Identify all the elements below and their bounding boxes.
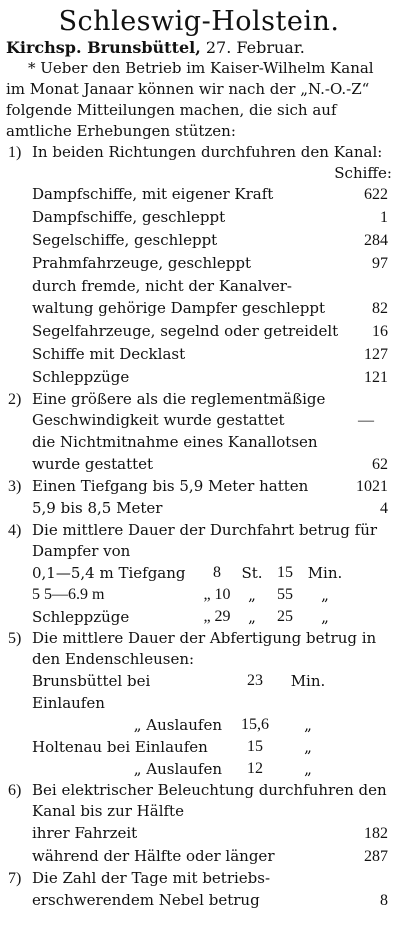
minutes-value: 15	[277, 564, 293, 581]
intro-paragraph: * Ueber den Betrieb im Kaiser-Wilhelm Kanal im Monat Janaar können wir nach der „N.-O.-Z“ folgende Mitteilungen machen, die sich auf amtliche Erhebungen stützen:	[6, 59, 374, 140]
row-label: Prahmfahrzeuge, geschleppt	[32, 254, 252, 272]
row-value: 182	[364, 825, 388, 842]
duration-value: 15	[247, 738, 263, 755]
section-number: 5)	[8, 630, 22, 647]
region-heading: Schleswig-Holstein.	[58, 6, 340, 37]
row-value: 1	[380, 209, 388, 226]
section-3	[6, 476, 392, 497]
dateline-place: Kirchsp. Brunsbüttel,	[6, 38, 201, 57]
table-row	[6, 366, 392, 389]
table-row	[6, 670, 392, 714]
section-text: Die mittlere Dauer der Durchfahrt betrug für Dampfer von	[32, 521, 378, 560]
section-text: Einen Tiefgang bis 5,9 Meter hatten	[32, 477, 309, 495]
table-row	[6, 320, 392, 343]
draft-range: Schleppzüge	[32, 608, 130, 626]
row-value: 127	[364, 346, 388, 363]
duration-unit: „	[304, 760, 312, 778]
row-label: Dampfschiffe, geschleppt	[32, 208, 226, 226]
duration-value: 15,6	[241, 716, 269, 733]
row-value: 284	[364, 232, 388, 249]
table-row	[6, 889, 392, 912]
row-value: 4	[380, 500, 388, 517]
minutes-unit: „	[321, 586, 329, 604]
lock-label: Holtenau bei Einlaufen	[32, 738, 208, 756]
hours-value: 8	[213, 564, 221, 581]
section-text: Eine größere als die reglementmäßige Geschwindigkeit wurde gestattet	[32, 390, 326, 429]
section-2	[6, 389, 392, 431]
section-number: 1)	[8, 144, 22, 161]
row-value: 82	[372, 300, 388, 317]
section-6	[6, 780, 392, 822]
section-number: 3)	[8, 478, 22, 495]
lock-label: Brunsbüttel bei Einlaufen	[32, 672, 151, 712]
row-label: wurde gestattet	[32, 455, 154, 473]
row-label: 5,9 bis 8,5 Meter	[32, 499, 163, 517]
row-value: 16	[372, 323, 388, 340]
row-label: Schleppzüge	[32, 368, 130, 386]
minutes-unit: Min.	[307, 564, 343, 582]
lock-label: „ Auslaufen	[133, 760, 222, 778]
table-row	[6, 453, 392, 476]
section-text: Bei elektrischer Beleuchtung durchfuhren den Kanal bis zur Hälfte	[32, 781, 387, 820]
table-row	[6, 845, 392, 868]
hours-unit: „	[248, 586, 256, 604]
table-row	[6, 562, 392, 584]
section-text: In beiden Richtungen durchfuhren den Kanal:	[32, 143, 383, 161]
draft-range: 0,1—5,4 m Tiefgang	[32, 564, 186, 582]
section-1-table	[6, 183, 392, 389]
table-row	[6, 714, 392, 736]
table-row	[6, 229, 392, 252]
row-label: Dampfschiffe, mit eigener Kraft	[32, 185, 274, 203]
table-row	[6, 183, 392, 206]
row-value: —	[358, 412, 374, 429]
duration-unit: „	[304, 738, 312, 756]
section-5	[6, 628, 392, 670]
section-number: 4)	[8, 522, 22, 539]
table-row	[6, 275, 392, 297]
hours-value: „ 29	[203, 608, 231, 625]
hours-value: „ 10	[203, 586, 231, 603]
row-label: Segelfahrzeuge, segelnd oder getreidelt	[32, 322, 339, 340]
section-text: Die mittlere Dauer der Abfertigung betrug in den Endenschleusen:	[32, 629, 377, 668]
table-row	[6, 497, 392, 520]
table-row	[6, 736, 392, 758]
table-row	[6, 206, 392, 229]
row-value: 8	[380, 892, 388, 909]
draft-range: 5 5—6.9 m	[32, 586, 105, 603]
row-label: waltung gehörige Dampfer geschleppt	[32, 299, 325, 317]
row-value: 622	[364, 186, 388, 203]
unit-heading: Schiffe:	[334, 164, 392, 182]
minutes-unit: „	[321, 608, 329, 626]
row-label: durch fremde, nicht der Kanalver-	[32, 277, 292, 295]
dateline	[6, 38, 392, 58]
section-7	[6, 868, 392, 889]
table-row	[6, 758, 392, 780]
row-value: 62	[372, 456, 388, 473]
row-label: Segelschiffe, geschleppt	[32, 231, 218, 249]
duration-value: 12	[247, 760, 263, 777]
table-row	[6, 343, 392, 366]
lock-label: „ Auslaufen	[133, 716, 222, 734]
section-number: 2)	[8, 391, 22, 408]
row-label: erschwerendem Nebel betrug	[32, 891, 260, 909]
section-number: 7)	[8, 870, 22, 887]
hours-unit: St.	[241, 564, 263, 582]
row-label: Schiffe mit Decklast	[32, 345, 186, 363]
table-row	[6, 584, 392, 606]
row-value: 97	[372, 255, 388, 272]
duration-unit: Min.	[290, 672, 326, 690]
duration-value: 23	[247, 672, 263, 689]
section-text: Die Zahl der Tage mit betriebs-	[32, 869, 271, 887]
minutes-value: 55	[277, 586, 293, 603]
row-label: ihrer Fahrzeit	[32, 824, 138, 842]
table-row	[6, 822, 392, 845]
row-value: 287	[364, 848, 388, 865]
duration-unit: „	[304, 716, 312, 734]
section-number: 6)	[8, 782, 22, 799]
table-row	[6, 606, 392, 628]
row-value: 121	[364, 369, 388, 386]
section-1	[6, 142, 392, 163]
row-value: 1021	[356, 478, 388, 495]
hours-unit: „	[248, 608, 256, 626]
table-row	[6, 297, 392, 320]
row-label: während der Hälfte oder länger	[32, 847, 275, 865]
dateline-date: 27. Februar.	[205, 38, 305, 57]
table-row	[6, 252, 392, 275]
section-2-continuation: die Nichtmitnahme eines Kanallotsen	[32, 433, 318, 451]
section-4	[6, 520, 392, 562]
minutes-value: 25	[277, 608, 293, 625]
